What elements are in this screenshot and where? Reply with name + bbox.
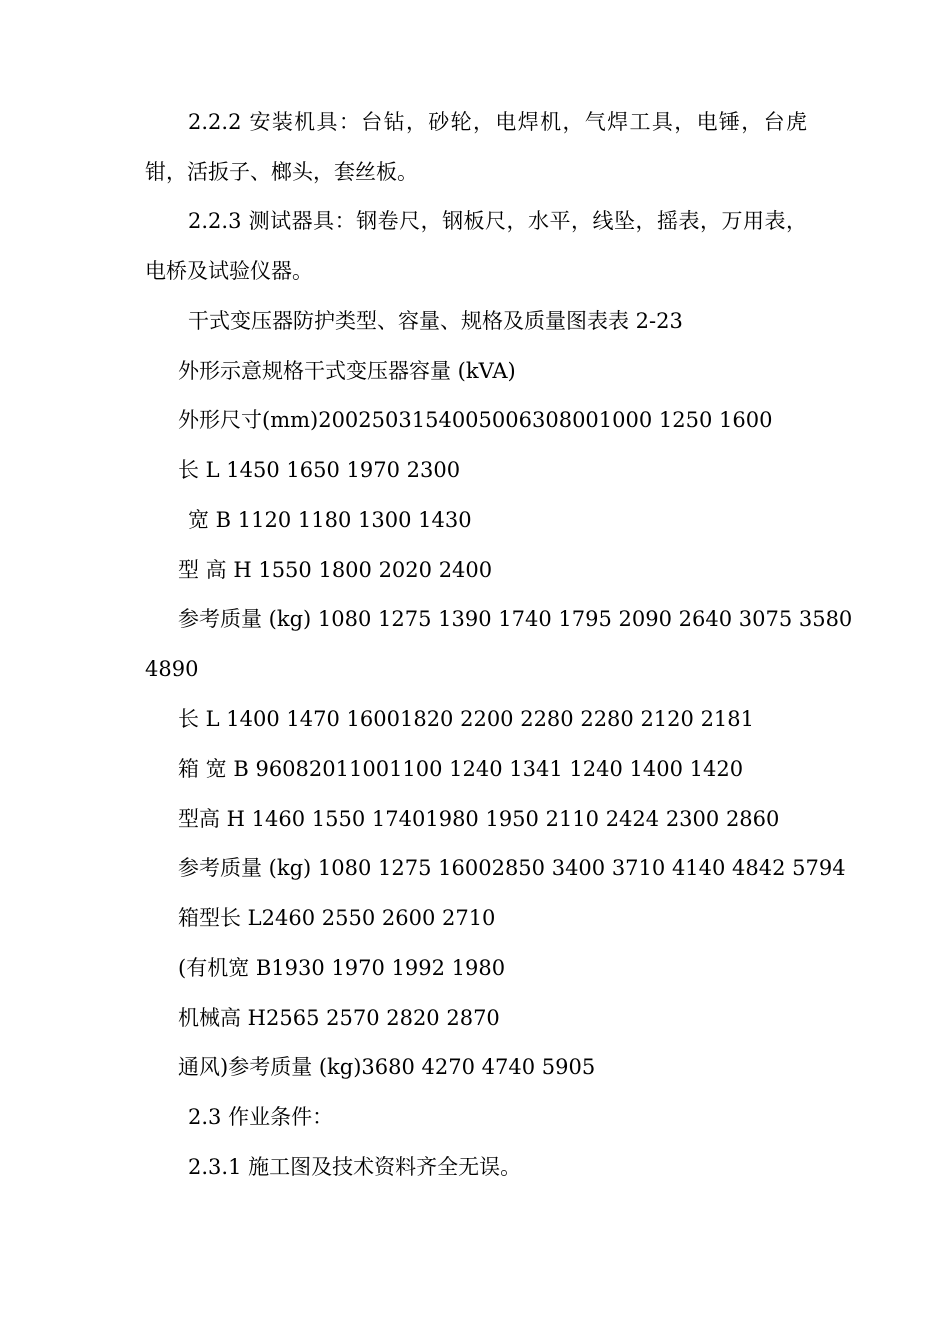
paragraph-work-conditions-1: 2.3.1 施工图及技术资料齐全无误。: [188, 1155, 522, 1179]
paragraph-instruments-line-2: 电桥及试验仪器。: [145, 259, 313, 283]
paragraph-tools-line-1: 2.2.2 安装机具：台钻，砂轮，电焊机，气焊工具，电锤，台虎: [188, 110, 807, 134]
table-row-width-3: (有机宽 B1930 1970 1992 1980: [178, 956, 506, 980]
paragraph-tools-line-2: 钳，活扳子、榔头，套丝板。: [145, 160, 418, 184]
table-row-height-1: 型 高 H 1550 1800 2020 2400: [178, 558, 493, 582]
table-row-height-2: 型高 H 1460 1550 17401980 1950 2110 2424 2300 2860: [178, 807, 780, 831]
table-row-height-3: 机械高 H2565 2570 2820 2870: [178, 1006, 500, 1030]
table-row-width-1: 宽 B 1120 1180 1300 1430: [188, 508, 472, 532]
table-row-mass-1: 参考质量 (kg) 1080 1275 1390 1740 1795 2090 2640 3075 3580: [178, 607, 853, 631]
section-heading-work-conditions: 2.3 作业条件：: [188, 1105, 334, 1129]
table-row-length-1: 长 L 1450 1650 1970 2300: [178, 458, 461, 482]
table-caption: 干式变压器防护类型、容量、规格及质量图表表 2-23: [188, 309, 683, 333]
table-row-length-3: 箱型长 L2460 2550 2600 2710: [178, 906, 496, 930]
table-row-length-2: 长 L 1400 1470 16001820 2200 2280 2280 2120 2181: [178, 707, 755, 731]
table-row-mass-1-cont: 4890: [145, 657, 199, 681]
table-row-mass-2: 参考质量 (kg) 1080 1275 16002850 3400 3710 4140 4842 5794: [178, 856, 846, 880]
table-row-dimensions: 外形尺寸(mm)2002503154005006308001000 1250 1600: [178, 408, 773, 432]
table-row-width-2: 箱 宽 B 96082011001100 1240 1341 1240 1400 1420: [178, 757, 744, 781]
table-row-mass-3: 通风)参考质量 (kg)3680 4270 4740 5905: [178, 1055, 596, 1079]
table-header-capacity: 外形示意规格干式变压器容量 (kVA): [178, 359, 516, 383]
paragraph-instruments-line-1: 2.2.3 测试器具：钢卷尺，钢板尺，水平，线坠，摇表，万用表，: [188, 209, 807, 233]
